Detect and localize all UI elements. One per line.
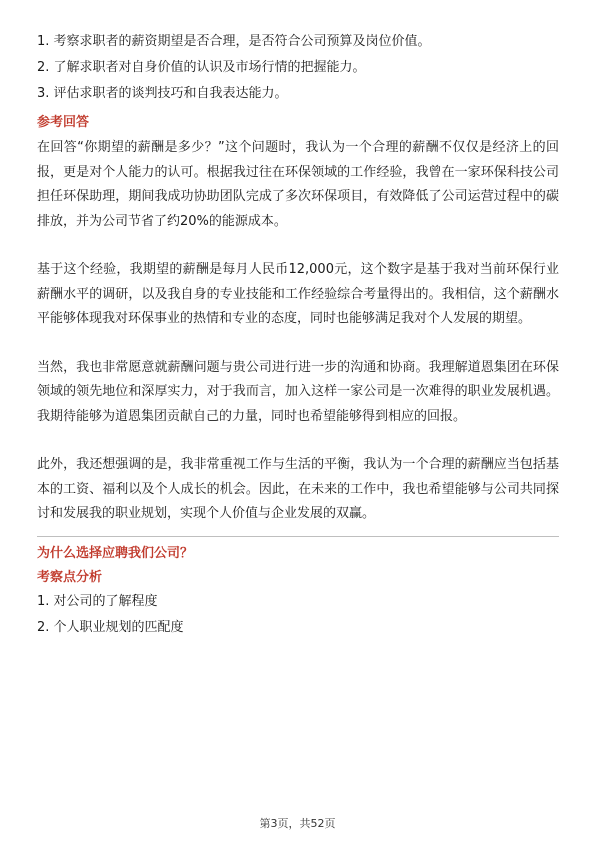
criteria-item: 2. 了解求职者对自身价值的认识及市场行情的把握能力。	[37, 60, 366, 75]
answer-heading: 参考回答	[37, 115, 90, 130]
criteria-item: 3. 评估求职者的谈判技巧和自我表达能力。	[37, 86, 288, 101]
answer-paragraph: 在回答“你期望的薪酬是多少？”这个问题时，我认为一个合理的薪酬不仅仅是经济上的回报，更是对个人能力的认可。根据我过往在环保领域的工作经验，我曾在一家环保科技公司担任环保助理，期间我成功协助团队完成了多次环保项目，有效降低了公司运营过程中的碳排放，并为公司节省了约20%的能源成本。	[37, 140, 559, 229]
criteria-list	[37, 33, 559, 111]
next-criteria-list	[37, 593, 559, 645]
criteria-item: 2. 个人职业规划的匹配度	[37, 619, 184, 635]
analysis-heading: 考察点分析	[37, 569, 103, 585]
answer-paragraph: 当然，我也非常愿意就薪酬问题与贵公司进行进一步的沟通和协商。我理解道恩集团在环保领域的领先地位和深厚实力，对于我而言，加入这样一家公司是一次难得的职业发展机遇。我期待能够为道恩集团贡献自己的力量，同时也希望能够得到相应的回报。	[37, 359, 559, 424]
answer-body	[37, 136, 559, 527]
page-content	[37, 33, 559, 645]
page-number: 第3页，共52页	[259, 817, 336, 830]
criteria-item: 1. 考察求职者的薪资期望是否合理，是否符合公司预算及岗位价值。	[37, 34, 431, 49]
question-heading: 为什么选择应聘我们公司？	[37, 545, 194, 561]
answer-paragraph: 此外，我还想强调的是，我非常重视工作与生活的平衡，我认为一个合理的薪酬应当包括基本的工资、福利以及个人成长的机会。因此，在未来的工作中，我也希望能够与公司共同探讨和发展我的职业规划，实现个人价值与企业发展的双赢。	[37, 457, 559, 521]
criteria-item: 1. 对公司的了解程度	[37, 593, 158, 609]
section-divider	[37, 536, 559, 537]
answer-paragraph: 基于这个经验，我期望的薪酬是每月人民币12,000元，这个数字是基于我对当前环保行业薪酬水平的调研，以及我自身的专业技能和工作经验综合考量得出的。我相信，这个薪酬水平能够体现我对环保事业的热情和专业的态度，同时也能够满足我对个人发展的期望。	[37, 262, 559, 326]
